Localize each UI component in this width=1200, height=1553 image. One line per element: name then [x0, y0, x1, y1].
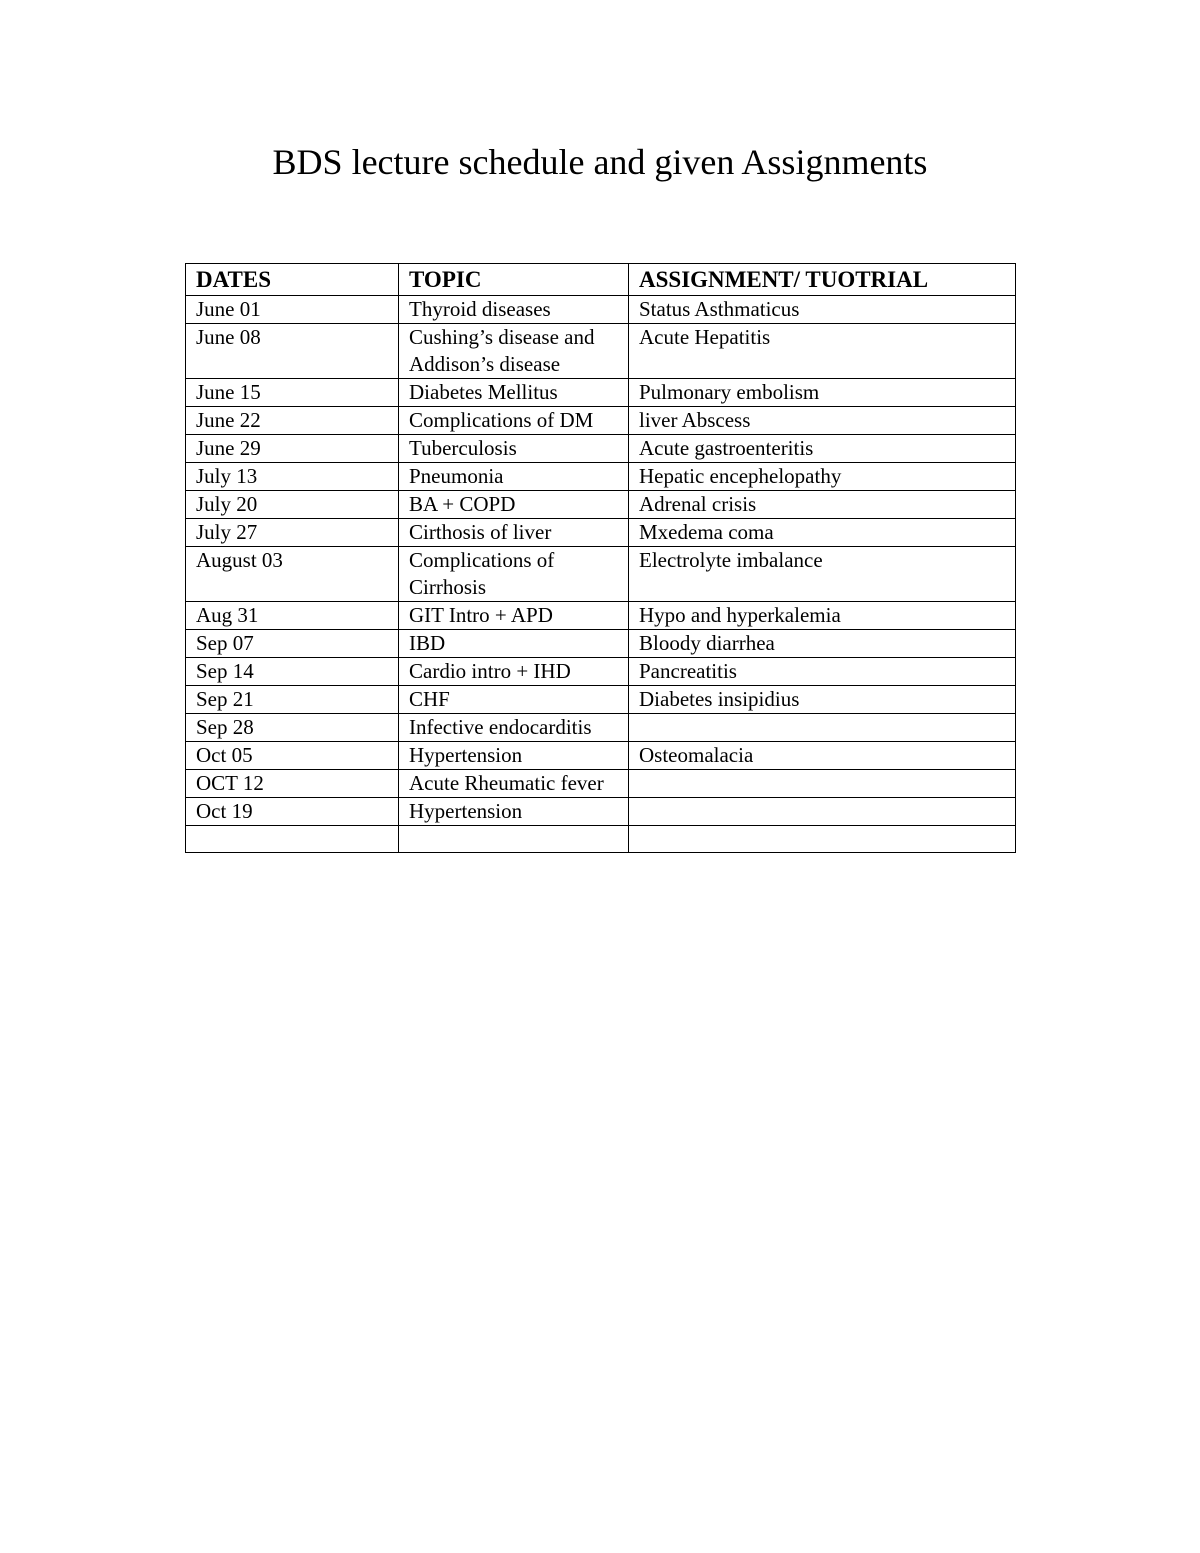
cell-assignment: Bloody diarrhea: [629, 630, 1016, 658]
cell-date: July 13: [186, 463, 399, 491]
cell-date: Oct 05: [186, 742, 399, 770]
cell-topic: Complications of DM: [399, 407, 629, 435]
schedule-table: [185, 263, 1016, 853]
cell-date: Sep 14: [186, 658, 399, 686]
table-row: [186, 826, 1016, 853]
cell-topic: Hypertension: [399, 742, 629, 770]
cell-date: Oct 19: [186, 798, 399, 826]
cell-topic: Diabetes Mellitus: [399, 379, 629, 407]
header-dates: DATES: [186, 264, 399, 296]
cell-topic: IBD: [399, 630, 629, 658]
cell-assignment: [629, 714, 1016, 742]
cell-assignment: Osteomalacia: [629, 742, 1016, 770]
table-row: [186, 630, 1016, 658]
table-row: [186, 379, 1016, 407]
cell-date: August 03: [186, 547, 399, 602]
header-assignment: ASSIGNMENT/ TUOTRIAL: [629, 264, 1016, 296]
cell-assignment: Hepatic encephelopathy: [629, 463, 1016, 491]
table-row: [186, 491, 1016, 519]
table-row: [186, 714, 1016, 742]
table-row: [186, 324, 1016, 379]
cell-topic: Complications of Cirrhosis: [399, 547, 629, 602]
cell-date: July 20: [186, 491, 399, 519]
page-title: BDS lecture schedule and given Assignments: [272, 142, 928, 182]
cell-topic: Cardio intro + IHD: [399, 658, 629, 686]
cell-date: July 27: [186, 519, 399, 547]
cell-topic: BA + COPD: [399, 491, 629, 519]
cell-assignment: liver Abscess: [629, 407, 1016, 435]
cell-topic: GIT Intro + APD: [399, 602, 629, 630]
cell-assignment: [629, 770, 1016, 798]
cell-assignment: Status Asthmaticus: [629, 296, 1016, 324]
cell-topic: [399, 826, 629, 853]
cell-date: Sep 21: [186, 686, 399, 714]
cell-date: June 08: [186, 324, 399, 379]
cell-assignment: Acute Hepatitis: [629, 324, 1016, 379]
cell-topic: Hypertension: [399, 798, 629, 826]
cell-assignment: [629, 826, 1016, 853]
cell-date: June 29: [186, 435, 399, 463]
header-topic: TOPIC: [399, 264, 629, 296]
cell-assignment: Electrolyte imbalance: [629, 547, 1016, 602]
cell-topic: CHF: [399, 686, 629, 714]
cell-date: [186, 826, 399, 853]
cell-date: June 15: [186, 379, 399, 407]
cell-assignment: Acute gastroenteritis: [629, 435, 1016, 463]
cell-assignment: Mxedema coma: [629, 519, 1016, 547]
table-row: [186, 798, 1016, 826]
cell-assignment: Adrenal crisis: [629, 491, 1016, 519]
cell-topic: Tuberculosis: [399, 435, 629, 463]
cell-assignment: Diabetes insipidius: [629, 686, 1016, 714]
table-row: [186, 686, 1016, 714]
cell-topic: Acute Rheumatic fever: [399, 770, 629, 798]
table-row: [186, 519, 1016, 547]
table-row: [186, 547, 1016, 602]
cell-date: June 01: [186, 296, 399, 324]
cell-assignment: Pancreatitis: [629, 658, 1016, 686]
table-row: [186, 602, 1016, 630]
cell-date: Sep 07: [186, 630, 399, 658]
cell-date: June 22: [186, 407, 399, 435]
cell-date: Aug 31: [186, 602, 399, 630]
table-row: [186, 742, 1016, 770]
table-header-row: [186, 264, 1016, 296]
table-row: [186, 296, 1016, 324]
table-row: [186, 435, 1016, 463]
cell-topic: Thyroid diseases: [399, 296, 629, 324]
cell-assignment: Pulmonary embolism: [629, 379, 1016, 407]
table-row: [186, 658, 1016, 686]
cell-date: Sep 28: [186, 714, 399, 742]
cell-topic: Pneumonia: [399, 463, 629, 491]
cell-assignment: Hypo and hyperkalemia: [629, 602, 1016, 630]
cell-date: OCT 12: [186, 770, 399, 798]
cell-topic: Cirthosis of liver: [399, 519, 629, 547]
table-row: [186, 770, 1016, 798]
table-row: [186, 463, 1016, 491]
cell-topic: Infective endocarditis: [399, 714, 629, 742]
table-row: [186, 407, 1016, 435]
table-body: [186, 296, 1016, 853]
cell-assignment: [629, 798, 1016, 826]
cell-topic: Cushing’s disease and Addison’s disease: [399, 324, 629, 379]
